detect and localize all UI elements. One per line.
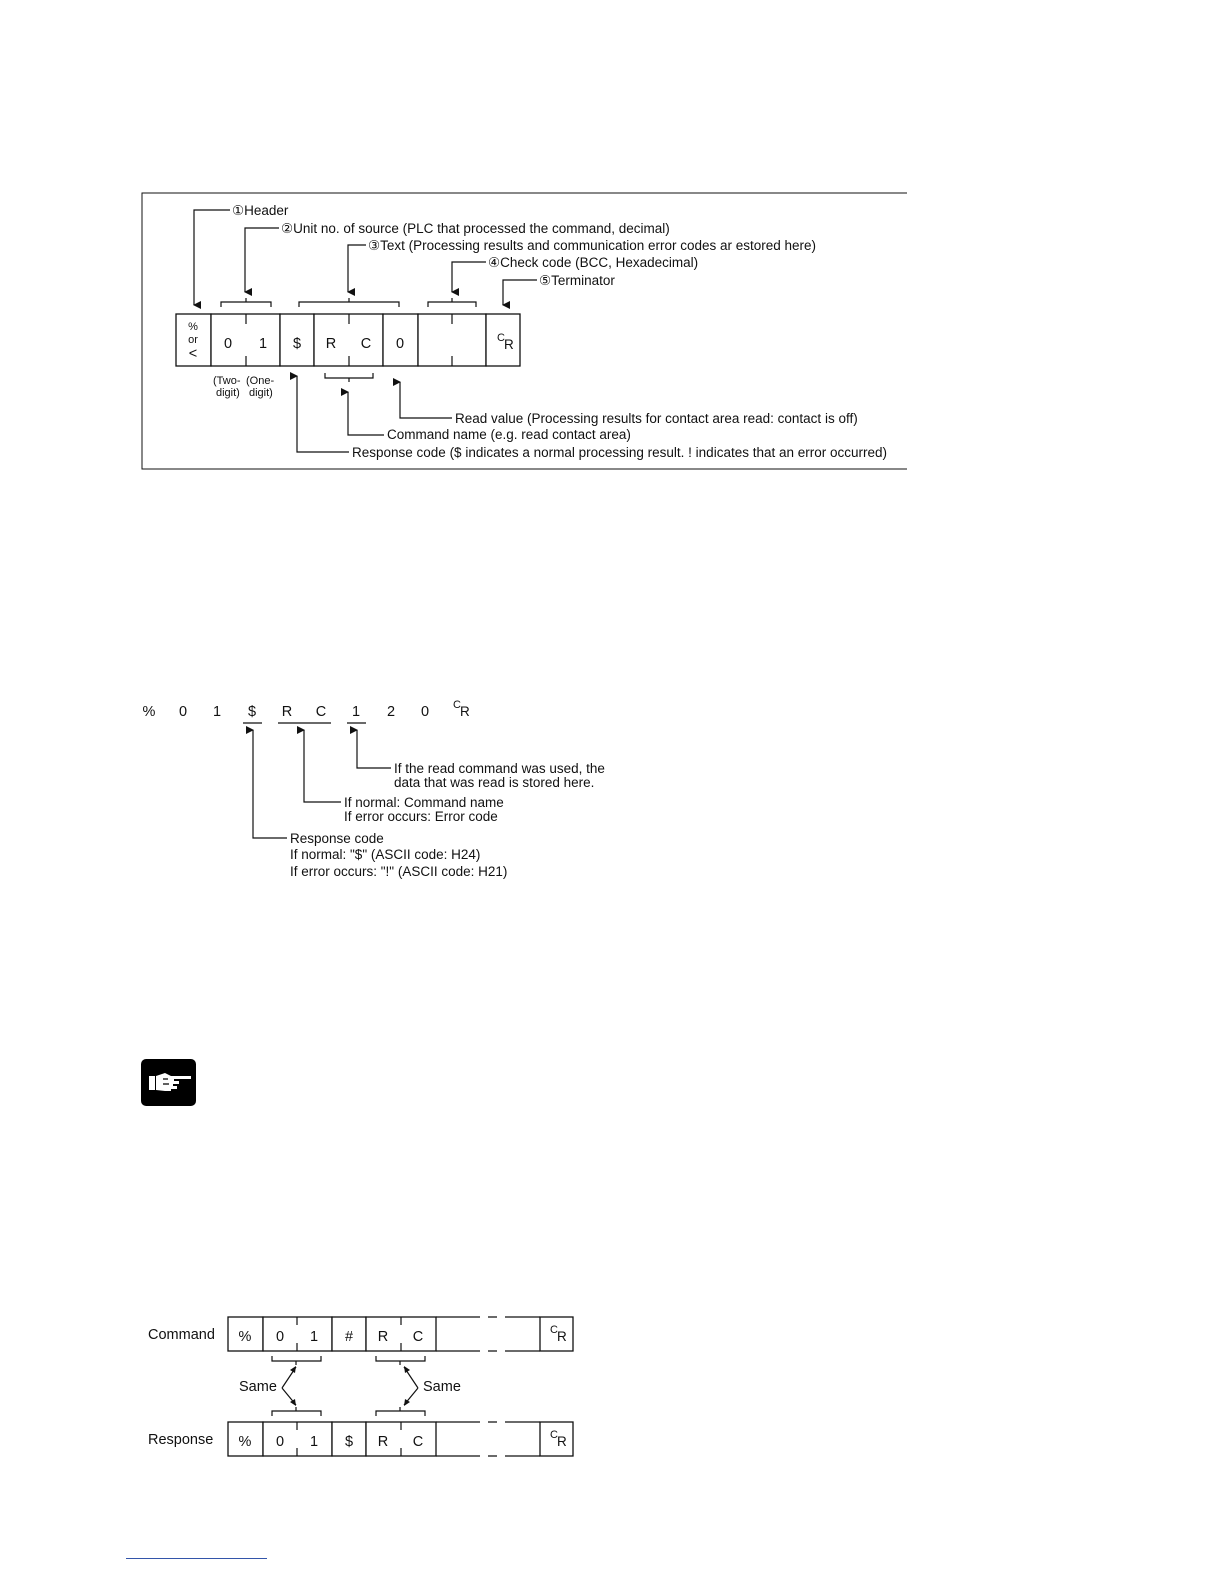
same-left-label: Same — [239, 1379, 277, 1395]
example-char-0: 0 — [178, 704, 188, 720]
check-callout-arrow — [452, 262, 486, 292]
unit-brace — [221, 298, 271, 307]
read-data-note-1: If the read command was used, the — [394, 761, 605, 776]
text-callout-arrow — [348, 245, 366, 292]
response-cell-c: C — [412, 1434, 424, 1450]
value-callout-arrow — [400, 382, 452, 418]
command-callout-arrow — [348, 392, 384, 435]
response-cell-r: R — [377, 1434, 389, 1450]
header-callout: ①Header — [232, 203, 289, 218]
check-callout: ④Check code (BCC, Hexadecimal) — [488, 255, 699, 270]
response-char: $ — [292, 336, 302, 352]
example-term-c: C — [453, 699, 461, 711]
text-callout: ③Text (Processing results and communication error codes ar estored here) — [368, 238, 817, 253]
response-note-1: Response code — [290, 831, 384, 846]
command-cell-1: 1 — [309, 1329, 319, 1345]
one-digit-note-2: digit) — [249, 387, 273, 399]
command-code-brace — [376, 1356, 425, 1365]
command-term-r: R — [557, 1329, 567, 1344]
footnote-rule — [126, 1558, 267, 1559]
response-arrow — [253, 730, 287, 838]
example-char-data-3: 0 — [420, 704, 430, 720]
command-cell-r: R — [377, 1329, 389, 1345]
example-term-r: R — [460, 704, 470, 719]
response-cell-1: 1 — [309, 1434, 319, 1450]
example-char-r: R — [281, 704, 293, 720]
pointing-hand-icon — [141, 1059, 196, 1106]
two-digit-note-2: digit) — [216, 387, 240, 399]
read-data-note-2: data that was read is stored here. — [394, 775, 595, 790]
command-note-1: If normal: Command name — [344, 795, 504, 810]
two-digit-note-1: (Two- — [213, 375, 241, 387]
term-c: C — [497, 332, 505, 344]
command-cell-hash: # — [344, 1329, 354, 1345]
response-cell-percent: % — [238, 1434, 252, 1450]
header-percent: % — [188, 321, 198, 333]
example-char-data-2: 2 — [386, 704, 396, 720]
unit-callout-arrow — [245, 228, 279, 292]
check-brace — [428, 298, 476, 307]
unit-callout: ②Unit no. of source (PLC that processed the command, decimal) — [281, 221, 670, 236]
command-char-2: C — [360, 336, 372, 352]
header-callout-arrow — [194, 210, 230, 305]
command-brace — [325, 373, 373, 382]
command-char-1: R — [325, 336, 337, 352]
read-data-arrow — [357, 730, 391, 768]
command-term-c: C — [550, 1324, 558, 1336]
response-term-r: R — [557, 1434, 567, 1449]
response-note-3: If error occurs: "!" (ASCII code: H21) — [290, 864, 508, 879]
unit-digit-1: 0 — [223, 336, 233, 352]
same-left-arrows — [282, 1367, 296, 1405]
same-right-arrows — [404, 1367, 418, 1405]
response-note-2: If normal: "$" (ASCII code: H24) — [290, 847, 481, 862]
command-response-comparison — [148, 1317, 573, 1456]
command-cell-c: C — [412, 1329, 424, 1345]
example-char-data-1: 1 — [351, 704, 361, 720]
response-unit-brace — [272, 1407, 321, 1416]
response-label: Response — [148, 1432, 214, 1448]
response-callout-arrow — [297, 376, 349, 452]
term-callout-arrow — [503, 280, 537, 305]
command-cell-0: 0 — [275, 1329, 285, 1345]
example-char-dollar: $ — [247, 704, 257, 720]
command-name-callout: Command name (e.g. read contact area) — [387, 427, 631, 442]
one-digit-note-1: (One- — [246, 375, 275, 387]
same-right-label: Same — [423, 1379, 461, 1395]
term-r: R — [504, 337, 514, 352]
response-code-callout: Response code ($ indicates a normal processing result. ! indicates that an error occurred) — [352, 445, 888, 460]
header-lt: < — [188, 346, 198, 362]
response-cell-dollar: $ — [344, 1434, 354, 1450]
example-char-c: C — [315, 704, 327, 720]
command-arrow — [304, 730, 341, 802]
response-cell-0: 0 — [275, 1434, 285, 1450]
example-char-percent: % — [142, 704, 156, 720]
read-value-callout: Read value (Processing results for contact area read: contact is off) — [455, 411, 858, 426]
text-brace — [299, 298, 399, 307]
response-example-diagram — [143, 699, 605, 879]
command-unit-brace — [272, 1356, 321, 1365]
header-or: or — [188, 334, 198, 346]
unit-digit-2: 1 — [258, 336, 268, 352]
response-code-brace — [376, 1407, 425, 1416]
command-cell-percent: % — [238, 1329, 252, 1345]
value-char: 0 — [395, 336, 405, 352]
example-char-1: 1 — [212, 704, 222, 720]
command-label: Command — [148, 1327, 215, 1343]
response-term-c: C — [550, 1429, 558, 1441]
term-callout: ⑤Terminator — [539, 273, 615, 288]
command-note-2: If error occurs: Error code — [344, 809, 498, 824]
response-frame-diagram — [142, 193, 907, 469]
